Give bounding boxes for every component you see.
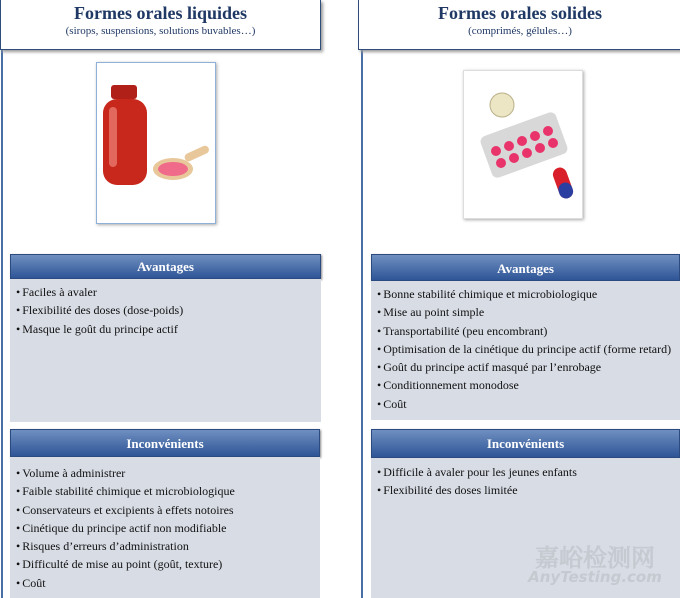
list-item: • Conditionnement monodose — [377, 378, 680, 396]
right-title: Formes orales solides — [438, 3, 602, 23]
list-item: • Faible stabilité chimique et microbiologique — [16, 484, 320, 502]
list-item: • Goût du principe actif masqué par l’enrobage — [377, 360, 680, 378]
list-item: • Coût — [16, 576, 320, 594]
left-subtitle: (sirops, suspensions, solutions buvables…) — [65, 25, 256, 37]
list-item: • Transportabilité (peu encombrant) — [377, 324, 680, 342]
list-item: • Bonne stabilité chimique et microbiologique — [377, 287, 680, 305]
list-item: • Difficulté de mise au point (goût, texture) — [16, 557, 320, 575]
list-item: • Mise au point simple — [377, 305, 680, 323]
left-title: Formes orales liquides — [74, 3, 247, 23]
left-disadvantages-list — [10, 457, 320, 598]
list-item: • Flexibilité des doses (dose-poids) — [16, 303, 321, 321]
list-item: • Faciles à avaler — [16, 285, 321, 303]
list-item: • Masque le goût du principe actif — [16, 322, 321, 340]
watermark-en: AnyTesting.com — [528, 568, 662, 586]
tablets-blister-icon — [464, 71, 582, 218]
tablets-image — [463, 70, 583, 219]
syrup-bottle-icon — [97, 63, 215, 223]
right-advantages-header: Avantages — [371, 254, 680, 281]
list-item: • Flexibilité des doses limitée — [377, 483, 680, 501]
right-subtitle: (comprimés, gélules…) — [468, 25, 572, 37]
left-header — [0, 0, 321, 50]
left-column-border — [1, 50, 3, 598]
watermark-cn: 嘉峪检测网 — [535, 544, 655, 572]
left-advantages-header: Avantages — [10, 254, 321, 279]
list-item: • Difficile à avaler pour les jeunes enfants — [377, 465, 680, 483]
left-advantages-list — [10, 279, 321, 422]
right-column-border — [361, 50, 363, 598]
right-advantages-list — [371, 281, 680, 420]
list-item: • Cinétique du principe actif non modifiable — [16, 521, 320, 539]
right-disadvantages-header: Inconvénients — [371, 429, 680, 458]
list-item: • Risques d’erreurs d’administration — [16, 539, 320, 557]
list-item: • Conservateurs et excipients à effets notoires — [16, 503, 320, 521]
list-item: • Coût — [377, 397, 680, 415]
syrup-image — [96, 62, 216, 224]
list-item: • Volume à administrer — [16, 466, 320, 484]
left-disadvantages-header: Inconvénients — [10, 429, 320, 457]
list-item: • Optimisation de la cinétique du principe actif (forme retard) — [377, 342, 680, 360]
right-header — [358, 0, 680, 50]
